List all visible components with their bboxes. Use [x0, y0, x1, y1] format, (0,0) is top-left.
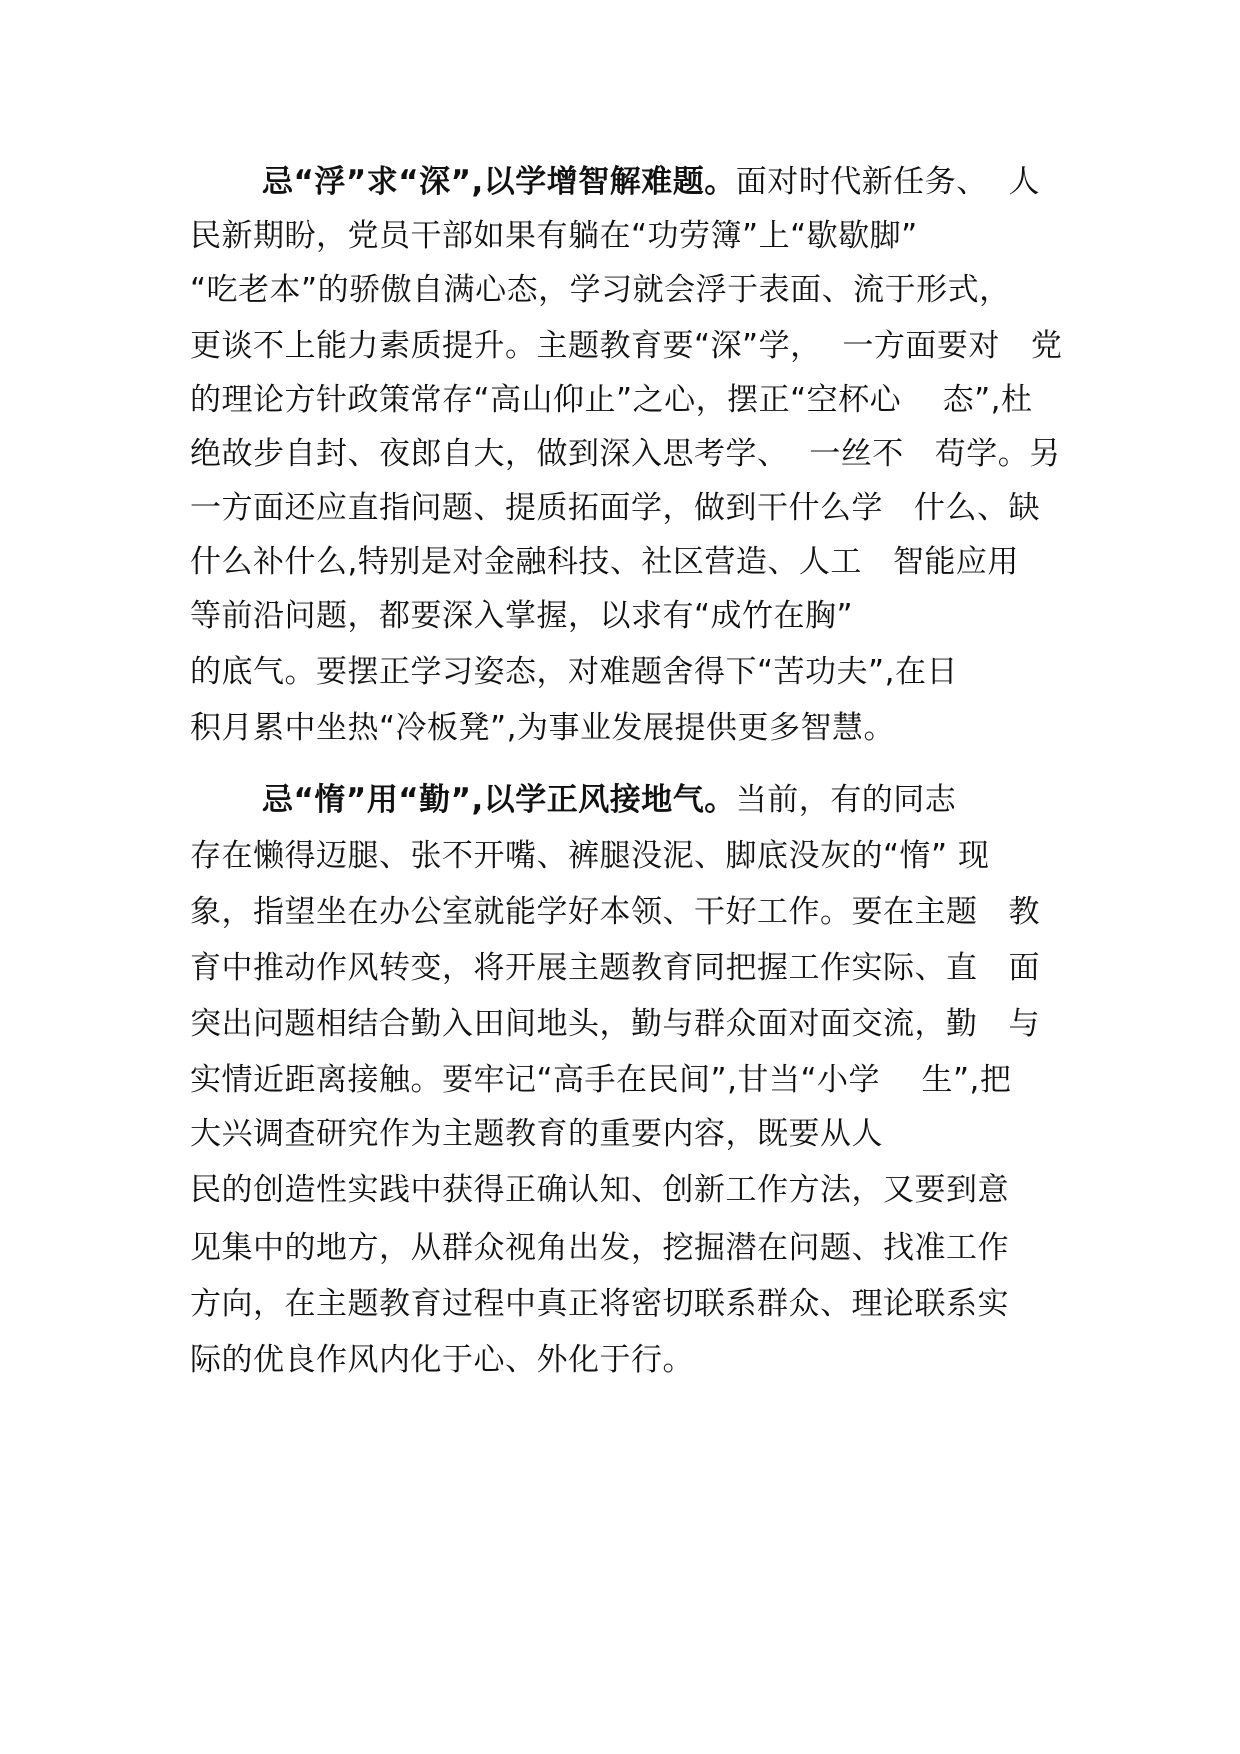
paragraph-2-line-6: 实情近距离接触。要牢记“高手在民间”,甘当“小学 生”,把	[190, 1062, 1012, 1098]
paragraph-1-line-5: 的理论方针政策常存“高山仰止”之心，摆正“空杯心 态”,杜	[190, 382, 1033, 418]
paragraph-1-line-9: 等前沿问题，都要深入掌握，以求有“成竹在胸”	[190, 598, 854, 634]
paragraph-1-line-10: 的底气。要摆正学习姿态，对难题舍得下“苦功夫”,在日	[190, 654, 958, 690]
paragraph-1-line-7: 一方面还应直指问题、提质拓面学，做到干什么学 什么、缺	[190, 490, 1041, 526]
paragraph-2-text: 当前，有的同志	[735, 782, 988, 818]
paragraph-2-line-2: 存在懒得迈腿、张不开嘴、裤腿没泥、脚底没灰的“惰” 现	[190, 838, 990, 874]
paragraph-1-heading: 忌“浮”求“深”,以学增智解难题。	[262, 164, 736, 200]
paragraph-1-line-2: 民新期盼，党员干部如果有躺在“功劳簿”上“歇歇脚”	[190, 218, 918, 254]
paragraph-1-line-6: 绝故步自封、夜郎自大，做到深入思考学、 一丝不 苟学。另	[190, 436, 1061, 472]
paragraph-1-line-8: 什么补什么,特别是对金融科技、社区营造、人工 智能应用	[190, 544, 1019, 580]
paragraph-2-line-5: 突出问题相结合勤入田间地头，勤与群众面对面交流，勤 与	[190, 1006, 1041, 1042]
paragraph-1-text: 面对时代新任务、 人	[735, 164, 1040, 200]
paragraph-2-line-7: 大兴调查研究作为主题教育的重要内容，既要从人	[190, 1116, 883, 1152]
paragraph-1-line-1	[262, 162, 1040, 202]
paragraph-2-line-1	[262, 780, 987, 820]
paragraph-1-line-3: “吃老本”的骄傲自满心态，学习就会浮于表面、流于形式，	[190, 272, 1011, 308]
paragraph-2-line-3: 象，指望坐在办公室就能学好本领、干好工作。要在主题 教	[190, 894, 1041, 930]
paragraph-1-line-11: 积月累中坐热“冷板凳”,为事业发展提供更多智慧。	[190, 710, 895, 746]
paragraph-1-line-4: 更谈不上能力素质提升。主题教育要“深”学， 一方面要对 党	[190, 328, 1063, 364]
paragraph-2-line-10: 方向，在主题教育过程中真正将密切联系群众、理论联系实	[190, 1286, 1009, 1322]
paragraph-2-line-8: 民的创造性实践中获得正确认知、创新工作方法，又要到意	[190, 1172, 1009, 1208]
paragraph-2-line-9: 见集中的地方，从群众视角出发，挖掘潜在问题、找准工作	[190, 1230, 1009, 1266]
paragraph-2-line-11: 际的优良作风内化于心、外化于行。	[190, 1342, 694, 1378]
paragraph-2-heading: 忌“惰”用“勤”,以学正风接地气。	[262, 782, 736, 818]
paragraph-2-line-4: 育中推动作风转变，将开展主题教育同把握工作实际、直 面	[190, 950, 1041, 986]
